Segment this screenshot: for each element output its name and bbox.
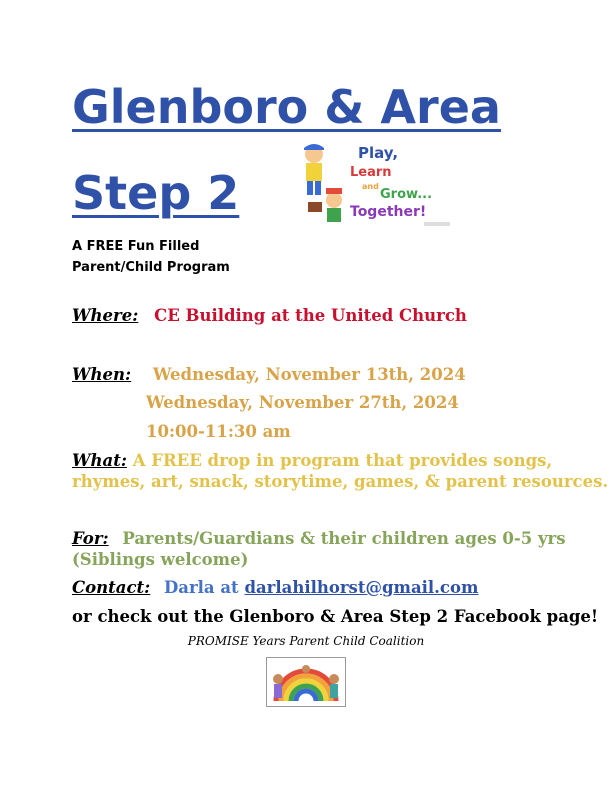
when-date-2: Wednesday, November 27th, 2024 xyxy=(146,393,459,412)
where-value: CE Building at the United Church xyxy=(154,306,467,325)
hero-text-grow: Grow... xyxy=(380,187,433,202)
for-row xyxy=(72,528,566,549)
what-row xyxy=(72,450,552,471)
program-subtitle xyxy=(72,236,230,278)
what-line-2: rhymes, art, snack, storytime, games, & parent resources. xyxy=(72,472,609,491)
what-line-1: A FREE drop in program that provides songs, xyxy=(132,451,553,470)
contact-row xyxy=(72,577,478,598)
what-label: What: xyxy=(72,451,127,470)
for-label: For: xyxy=(72,529,109,548)
where-row xyxy=(72,305,467,326)
play-learn-grow-image xyxy=(296,140,454,228)
contact-name: Darla at xyxy=(163,578,239,597)
facebook-note: or check out the Glenboro & Area Step 2 Facebook page! xyxy=(72,607,599,626)
page-title-line-1: Glenboro & Area xyxy=(72,80,501,134)
subtitle-line-1: A FREE Fun Filled xyxy=(72,239,200,254)
contact-label: Contact: xyxy=(72,578,151,597)
when-date-1: Wednesday, November 13th, 2024 xyxy=(152,365,466,384)
subtitle-line-2: Parent/Child Program xyxy=(72,260,230,275)
rainbow-logo-icon xyxy=(266,657,346,707)
hero-text-together: Together! xyxy=(350,204,427,220)
page-title-line-2: Step 2 xyxy=(72,166,240,220)
for-line-2: (Siblings welcome) xyxy=(72,550,249,569)
when-label: When: xyxy=(72,365,132,384)
hero-text-and: and xyxy=(362,182,379,191)
when-time: 10:00-11:30 am xyxy=(146,422,291,441)
contact-email-link[interactable]: darlahilhorst@gmail.com xyxy=(244,578,479,597)
hero-text-play: Play, xyxy=(358,144,399,162)
when-row xyxy=(72,364,466,385)
where-label: Where: xyxy=(72,306,139,325)
for-line-1: Parents/Guardians & their children ages 0-5 yrs xyxy=(122,529,566,548)
hero-text-learn: Learn xyxy=(350,165,392,180)
footer-coalition-name: PROMISE Years Parent Child Coalition xyxy=(187,634,425,648)
